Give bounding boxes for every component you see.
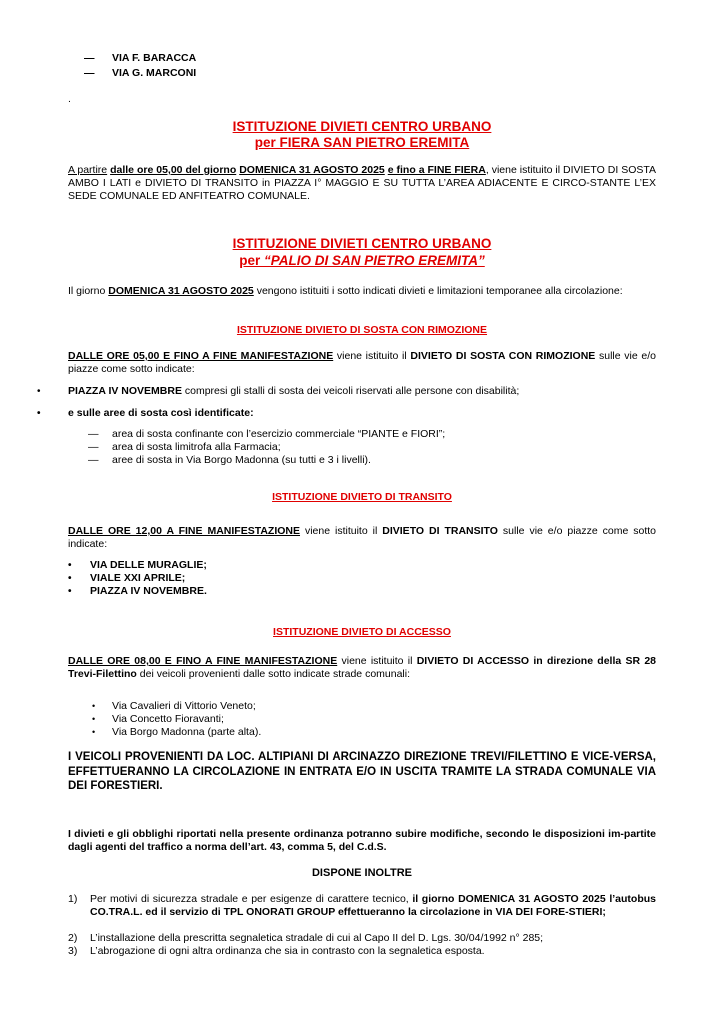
- accesso-heading: ISTITUZIONE DIVIETO DI ACCESSO: [273, 626, 451, 638]
- dispone-item: 2) L’installazione della prescritta segnaletica stradale di cui al Capo II del D. Lgs. 30/04/1992 n° 285;: [68, 932, 544, 944]
- divieti-note: I divieti e gli obblighi riportati nella presente ordinanza potranno subire modifiche, secondo le disposizioni im-partite dagli agenti del traffico a norma dell’art. 43, comma 5, del C.d.S.: [68, 828, 656, 853]
- transito-street-item: • VIA DELLE MURAGLIE;: [68, 559, 207, 571]
- street-item: [84, 67, 196, 80]
- section2-title-line2: per “PALIO DI SAN PIETRO EREMITA”: [239, 253, 485, 268]
- accesso-paragraph: DALLE ORE 08,00 E FINO A FINE MANIFESTAZIONE viene istituito il DIVIETO DI ACCESSO in direzione della SR 28 Trevi-Filettino dei veicoli provenienti dalle sotto indicate strade comunali:: [68, 655, 657, 680]
- sosta-area-item: — area di sosta limitrofa alla Farmacia;: [88, 441, 281, 453]
- accesso-road-item: • Via Cavalieri di Vittorio Veneto;: [92, 700, 256, 712]
- dash-marker: —: [84, 52, 95, 64]
- street-item: [84, 52, 196, 65]
- sosta-bullet: • PIAZZA IV NOVEMBRE compresi gli stalli di sosta dei veicoli riservati alle persone con disabilità;: [37, 385, 520, 397]
- transito-street-item: • PIAZZA IV NOVEMBRE.: [68, 585, 207, 597]
- stray-dot: .: [68, 93, 71, 105]
- section1-paragraph: A partire dalle ore 05,00 del giorno DOMENICA 31 AGOSTO 2025 e fino a FINE FIERA, viene istituito il DIVIETO DI SOSTA AMBO I LATI e DIVIETO DI TRANSITO in PIAZZA I° MAGGIO E SU TUTTA L’AREA ADIACENTE E CIRCO-STANTE L’EX SEDE COMUNALE ED ANFITEATRO COMUNALE.: [68, 164, 657, 202]
- transito-paragraph: DALLE ORE 12,00 A FINE MANIFESTAZIONE viene istituito il DIVIETO DI TRANSITO sulle vie e/o piazze come sotto indicate:: [68, 525, 657, 550]
- section1-title-line2: per FIERA SAN PIETRO EREMITA: [254, 135, 470, 150]
- dispone-item: 1) Per motivi di sicurezza stradale e per esigenze di carattere tecnico, il giorno DOMENICA 31 AGOSTO 2025 l’autobus CO.TRA.L. ed il servizio di TPL ONORATI GROUP effettueranno la circolazione in VIA DEI FORE-STIERI;: [68, 893, 656, 918]
- section1-title-line1: ISTITUZIONE DIVIETI CENTRO URBANO: [232, 119, 492, 134]
- bullet-marker: •: [37, 408, 41, 419]
- veicoli-note: I VEICOLI PROVENIENTI DA LOC. ALTIPIANI DI ARCINAZZO DIREZIONE TREVI/FILETTINO E VICE-VERSA, EFFETTUERANNO LA CIRCOLAZIONE IN ENTRATA E/O IN USCITA TRAMITE LA STRADA COMUNALE VIA DEI FORESTIERI.: [68, 751, 656, 792]
- dispone-heading: DISPONE INOLTRE: [311, 867, 413, 879]
- sosta-area-item: — aree di sosta in Via Borgo Madonna (su tutti e 3 i livelli).: [88, 454, 371, 466]
- transito-heading: ISTITUZIONE DIVIETO DI TRANSITO: [272, 491, 452, 503]
- section2-paragraph: Il giorno DOMENICA 31 AGOSTO 2025 vengono istituiti i sotto indicati divieti e limitazioni temporanee alla circolazione:: [68, 285, 623, 297]
- street-name: VIA F. BARACCA: [112, 52, 197, 64]
- sosta-area-item: — area di sosta confinante con l’esercizio commerciale “PIANTE e FIORI”;: [88, 428, 446, 440]
- street-name: VIA G. MARCONI: [112, 67, 197, 79]
- transito-street-item: • VIALE XXI APRILE;: [68, 572, 186, 584]
- sosta-heading: ISTITUZIONE DIVIETO DI SOSTA CON RIMOZIONE: [236, 324, 488, 336]
- dash-marker: —: [84, 67, 95, 79]
- accesso-road-item: • Via Concetto Fioravanti;: [92, 713, 224, 725]
- sosta-bullet: • e sulle aree di sosta così identificate:: [37, 407, 254, 419]
- sosta-paragraph: DALLE ORE 05,00 E FINO A FINE MANIFESTAZIONE viene istituito il DIVIETO DI SOSTA CON RIMOZIONE sulle vie e/o piazze come sotto indicate:: [68, 350, 656, 375]
- bullet-marker: •: [37, 386, 41, 397]
- accesso-road-item: • Via Borgo Madonna (parte alta).: [92, 726, 262, 738]
- dispone-item: 3) L’abrogazione di ogni altra ordinanza che sia in contrasto con la segnaletica esposta.: [68, 945, 485, 957]
- section2-title-line1: ISTITUZIONE DIVIETI CENTRO URBANO: [232, 236, 492, 251]
